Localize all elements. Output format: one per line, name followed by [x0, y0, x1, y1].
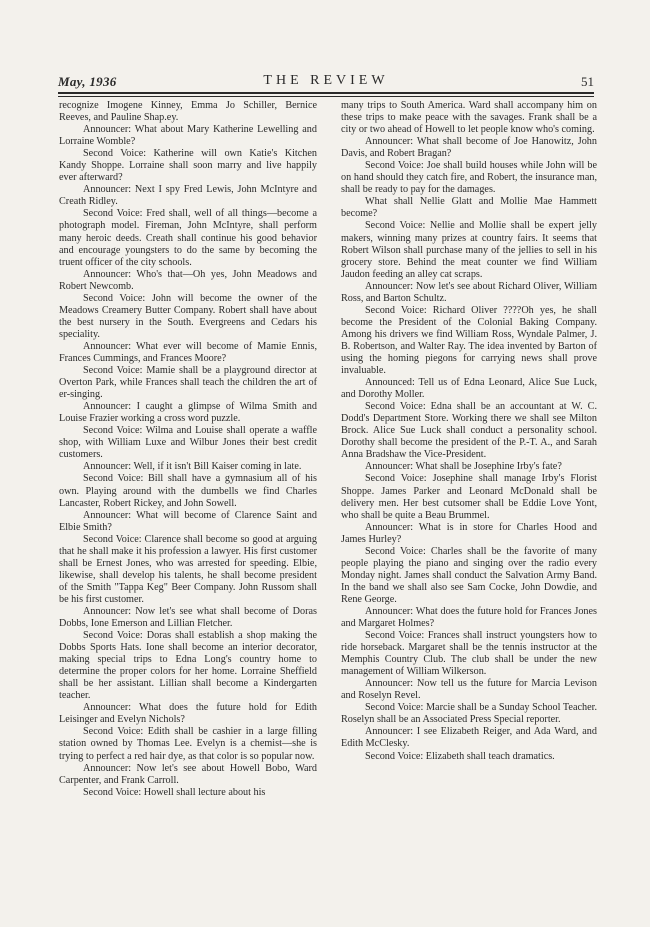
- paragraph: Second Voice: Josephine shall manage Irby's Florist Shoppe. James Parker and Leonard McDonald shall be delivery men. Her best cutsomer shall be Eddie Love Yont, who shall be quite a Beau Brummel.: [341, 473, 597, 521]
- paragraph: Announcer: What shall be Josephine Irby's fate?: [365, 461, 562, 473]
- paragraph: Announcer: Well, if it isn't Bill Kaiser coming in late.: [83, 461, 302, 473]
- paragraph: Announcer: What ever will become of Mamie Ennis, Frances Cummings, and Frances Moore?: [59, 340, 317, 364]
- paragraph: Second Voice: Wilma and Louise shall operate a waffle shop, with William Luxe and Wilbur Jones their best credit customers.: [59, 425, 317, 461]
- paragraph: Second Voice: Joe shall build houses while John will be on hand should they catch fire, and Robert, the insurance man, shall be ready to pay for the damages.: [341, 160, 597, 196]
- paragraph: Second Voice: Fred shall, well of all things—become a photograph model. Fireman, John McIntyre, shall perform many heroic deeds. Creath shall continue his good behavior and encourage youngsters to do the same by becoming the truent officer of the city schools.: [59, 208, 317, 268]
- paragraph: Announcer: Next I spy Fred Lewis, John McIntyre and Creath Ridley.: [59, 184, 317, 208]
- paragraph: Announcer: What about Mary Katherine Lewelling and Lorraine Womble?: [59, 124, 317, 148]
- paragraph: Announcer: What is in store for Charles Hood and James Hurley?: [341, 521, 597, 545]
- header-rule-thin: [58, 96, 594, 97]
- paragraph: Announcer: What does the future hold for Frances Jones and Margaret Holmes?: [341, 605, 597, 630]
- paragraph: Second Voice: Frances shall instruct youngsters how to ride horseback. Margaret shall be the tennis instructor at the Memphis Country Club. The club shall be under the new management of William Wilkerson.: [341, 630, 597, 678]
- paragraph: Announcer: What does the future hold for Edith Leisinger and Evelyn Nichols?: [59, 702, 317, 726]
- paragraph: Announcer: Who's that—Oh yes, John Meadows and Robert Newcomb.: [59, 268, 317, 292]
- paragraph: Announcer: Now let's see about Richard Oliver, William Ross, and Barton Schultz.: [341, 280, 597, 304]
- paragraph: Second Voice: Edna shall be an accountant at W. C. Dodd's Department Store. Working there we shall see Milton Brock. Alice Sue Luck shall conduct a personality school. Dorothy shall become the president of the P.-T. A., and Sarah Anna Bradshaw the Vice-President.: [341, 401, 597, 461]
- paragraph: Second Voice: Charles shall be the favorite of many people playing the piano and singing over the radio every Monday night. James shall conduct the Salvation Army Band. In the band we shall also see Sam Cocke, John Dowdie, and Rene George.: [341, 545, 597, 605]
- paragraph: Second Voice: Richard Oliver ????Oh yes, he shall become the President of the Colonial Baking Company. Among his drivers we find William Ross, Wyndale Palmer, J. B. Robertson, and Walter Ray. The idea invented by Barton of using the homing piegons for carrying news shall prove invaluable.: [341, 304, 597, 377]
- paragraph: recognize Imogene Kinney, Emma Jo Schiller, Bernice Reeves, and Pauline Shap.ey.: [59, 100, 317, 124]
- paragraph: Announced: Tell us of Edna Leonard, Alice Sue Luck, and Dorothy Moller.: [341, 377, 597, 401]
- paragraph: Second Voice: Doras shall establish a shop making the Dobbs Sports Hats. Ione shall become an interior decorator, making special trips to Edna Long's country home to determine the proper colors for her home. Lorraine Sheffield shall be her assistant. Lillian shall become a Kindergarten teacher.: [59, 630, 317, 702]
- paragraph: Announcer: What shall become of Joe Hanowitz, John Davis, and Robert Bragan?: [341, 136, 597, 160]
- paragraph: Second Voice: Howell shall lecture about his: [83, 786, 266, 798]
- paragraph: What shall Nellie Glatt and Mollie Mae Hammett become?: [341, 196, 597, 220]
- paragraph: many trips to South America. Ward shall accompany him on these trips to make peace with the savages. Frank shall be a city or two ahead of Howell to let people know who's coming.: [341, 100, 597, 136]
- running-header: [58, 74, 594, 94]
- left-column: [59, 100, 317, 799]
- right-column: [341, 100, 597, 763]
- header-rule-thick: [58, 92, 594, 94]
- paragraph: Second Voice: Elizabeth shall teach dramatics.: [365, 750, 555, 762]
- paragraph: Second Voice: Clarence shall become so good at arguing that he shall make it his profession a lawyer. His first customer shall be Ernest Jones, who was arrested for speeding. Elbie, likewise, shall develop his talents, he shall become president of the Smith "Tappa Keg" Beer Company. John Russom shall be his first customer.: [59, 533, 317, 605]
- issue-date: May, 1936: [58, 74, 117, 89]
- paragraph: Second Voice: Katherine will own Katie's Kitchen Kandy Shoppe. Lorraine shall soon marry and live happily ever afterward?: [59, 148, 317, 184]
- paragraph: Second Voice: Nellie and Mollie shall be expert jelly makers, winning many prizes at country fairs. It seems that Robert Wilson shall purchase many of the jellies to sell in his grocery store. Behind the meat counter we find William Jaudon feeding an alley cat scraps.: [341, 220, 597, 280]
- paragraph: Announcer: Now let's see what shall become of Doras Dobbs, Ione Emerson and Lillian Fletcher.: [59, 605, 317, 630]
- paragraph: Announcer: I see Elizabeth Reiger, and Ada Ward, and Edith McClesky.: [341, 726, 597, 750]
- paragraph: Announcer: Now tell us the future for Marcia Levison and Roselyn Revel.: [341, 678, 597, 702]
- publication-title: THE REVIEW: [263, 73, 389, 88]
- paragraph: Second Voice: John will become the owner of the Meadows Creamery Butter Company. Robert shall have about the best nursery in the South. Evergreens and Cedars his speciality.: [59, 292, 317, 340]
- paragraph: Announcer: What will become of Clarence Saint and Elbie Smith?: [59, 509, 317, 533]
- paragraph: Announcer: I caught a glimpse of Wilma Smith and Louise Frazier working a cross word puzzle.: [59, 401, 317, 425]
- page-number: 51: [581, 74, 594, 89]
- paragraph: Second Voice: Edith shall be cashier in a large filling station owned by Thomas Lee. Evelyn is a chemist—she is trying to perfect a red hair dye, as that color is so popular now.: [59, 726, 317, 762]
- paragraph: Second Voice: Bill shall have a gymnasium all of his own. Playing around with the dumbells we find Charles Lancaster, Robert Rickey, and John Sowell.: [59, 473, 317, 509]
- paragraph: Second Voice: Marcie shall be a Sunday School Teacher. Roselyn shall be an Associated Press Special reporter.: [341, 702, 597, 726]
- paragraph: Second Voice: Mamie shall be a playground director at Overton Park, while Frances shall teach the children the art of er-singing.: [59, 365, 317, 401]
- paragraph: Announcer: Now let's see about Howell Bobo, Ward Carpenter, and Frank Carroll.: [59, 762, 317, 786]
